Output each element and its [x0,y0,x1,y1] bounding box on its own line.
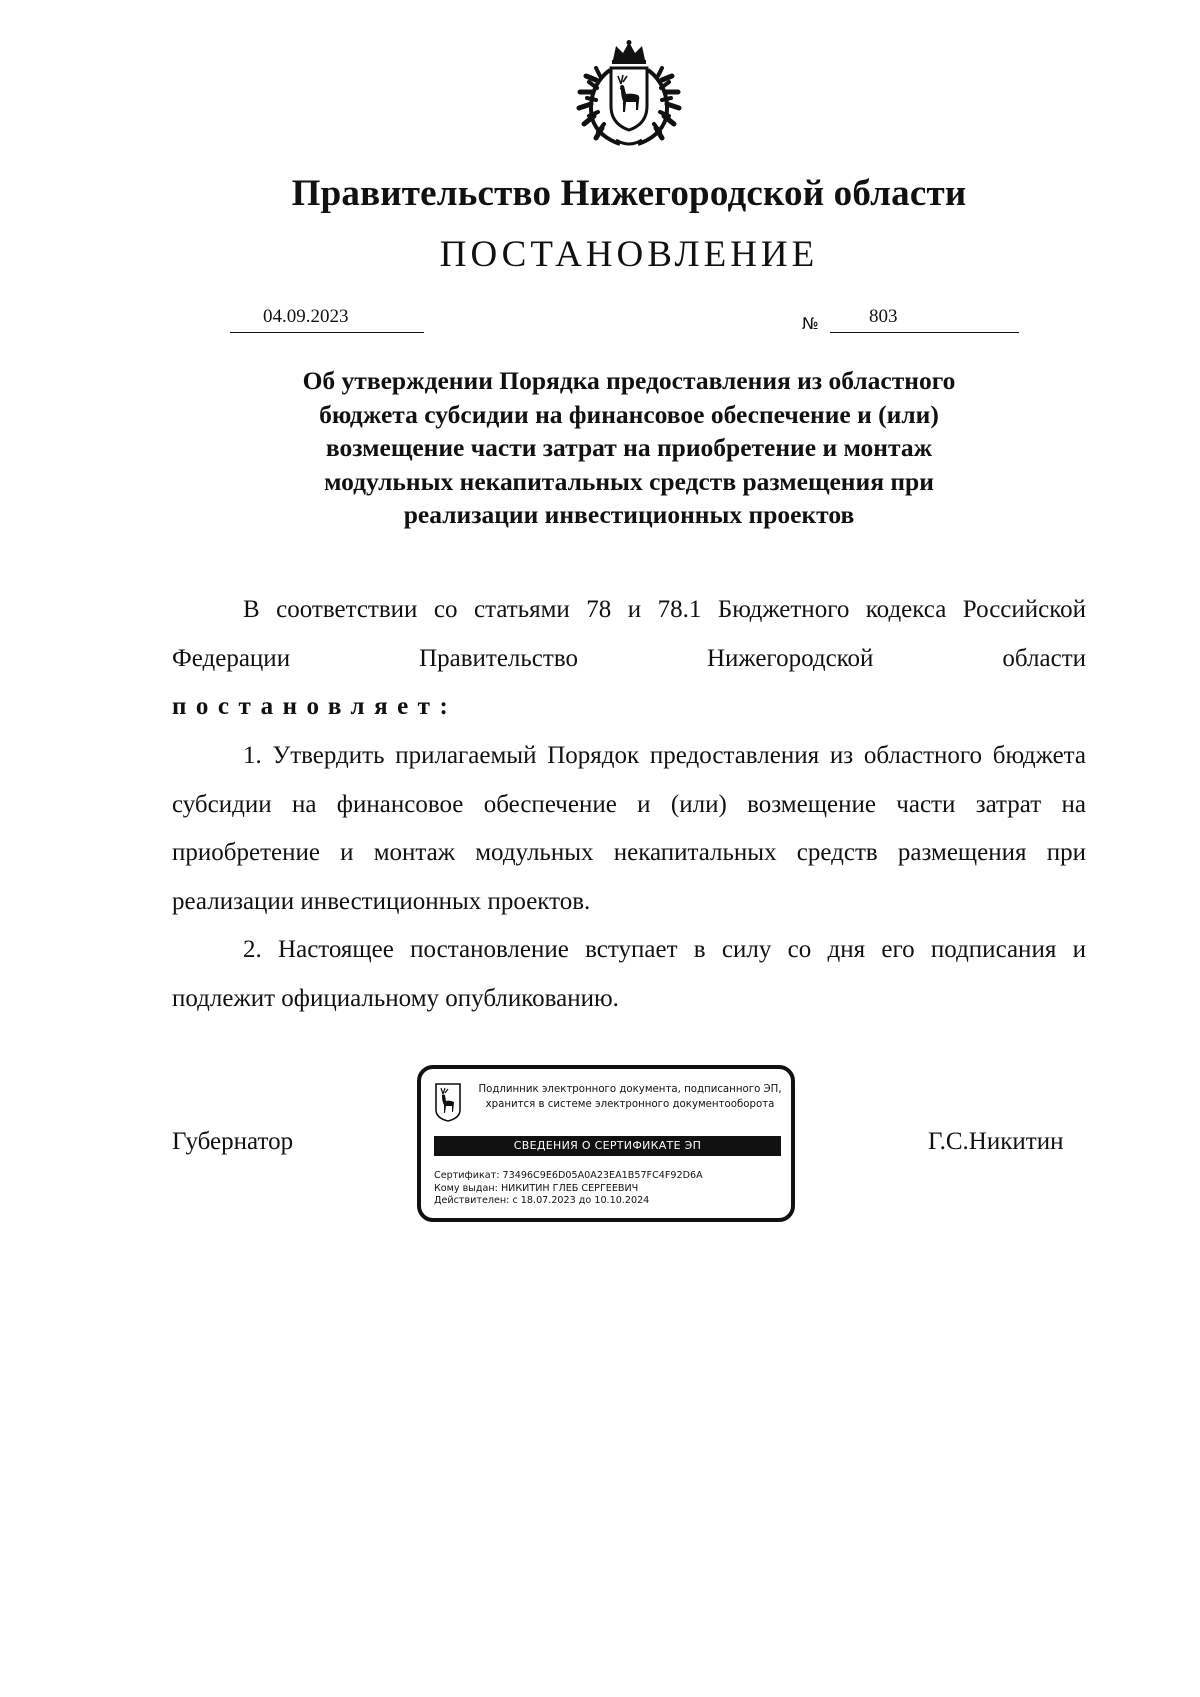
signatory-role: Губернатор [172,1128,294,1155]
stamp-deer-icon [434,1082,462,1122]
document-number: 803 [869,306,898,327]
issued-to-value: НИКИТИН ГЛЕБ СЕРГЕЕВИЧ [500,1182,639,1194]
stamp-header-line: Подлинник электронного документа, подписанного ЭП, [478,1084,782,1095]
organization-title: Правительство Нижегородской области [291,173,967,214]
decree-word: постановляет: [172,693,458,720]
validity-label: Действителен: [434,1195,510,1207]
issued-to-label: Кому выдан: [434,1182,498,1194]
resolution-item-1: 1. Утвердить прилагаемый Порядок предоставления из областного бюджета субсидии на финансовое обеспечение и (или) возмещение части затрат на приобретение и монтаж модульных некапитальных средств размещения при реализации инвестиционных проектов. [172,742,1086,915]
stamp-header-line: хранится в системе электронного документооборота [485,1099,775,1110]
certificate-value: 73496C9E6D05A0A23EA1B57FC4F92D6A [502,1170,703,1181]
stamp-title-bar: СВЕДЕНИЯ О СЕРТИФИКАТЕ ЭП [434,1136,781,1156]
subject-line: реализации инвестиционных проектов [403,500,855,529]
certificate-label: Сертификат: [434,1170,500,1181]
signatory-name: Г.С.Никитин [928,1128,1064,1155]
subject-line: Об утверждении Порядка предоставления из областного [302,366,956,395]
subject-line: модульных некапитальных средств размещения при [324,466,934,496]
stamp-header [469,1082,791,1112]
number-field [830,308,1019,333]
resolution-items [172,732,1086,1023]
date-field [230,308,424,333]
coat-of-arms-icon [576,40,682,148]
validity-value: с 18.07.2023 до 10.10.2024 [512,1195,650,1207]
preamble-text: В соответствии со статьями 78 и 78.1 Бюджетного кодекса Российской Федерации Правительство Нижегородской области [172,596,1086,672]
subject-line: возмещение части затрат на приобретение и монтаж [325,433,933,462]
issued-to-row [434,1183,703,1196]
decree-line [172,683,1086,732]
document-subject [200,364,1058,532]
e-signature-stamp [417,1065,795,1222]
number-label: № [802,314,819,333]
document-type: ПОСТАНОВЛЕНИЕ [439,234,819,275]
resolution-item-2: 2. Настоящее постановление вступает в силу со дня его подписания и подлежит официальному опубликованию. [172,936,1086,1012]
subject-line: бюджета субсидии на финансовое обеспечение и (или) [319,399,939,429]
preamble-paragraph [172,586,1086,683]
validity-row [434,1195,703,1208]
document-date: 04.09.2023 [263,306,349,327]
certificate-row [434,1170,703,1183]
certificate-details [434,1170,703,1208]
